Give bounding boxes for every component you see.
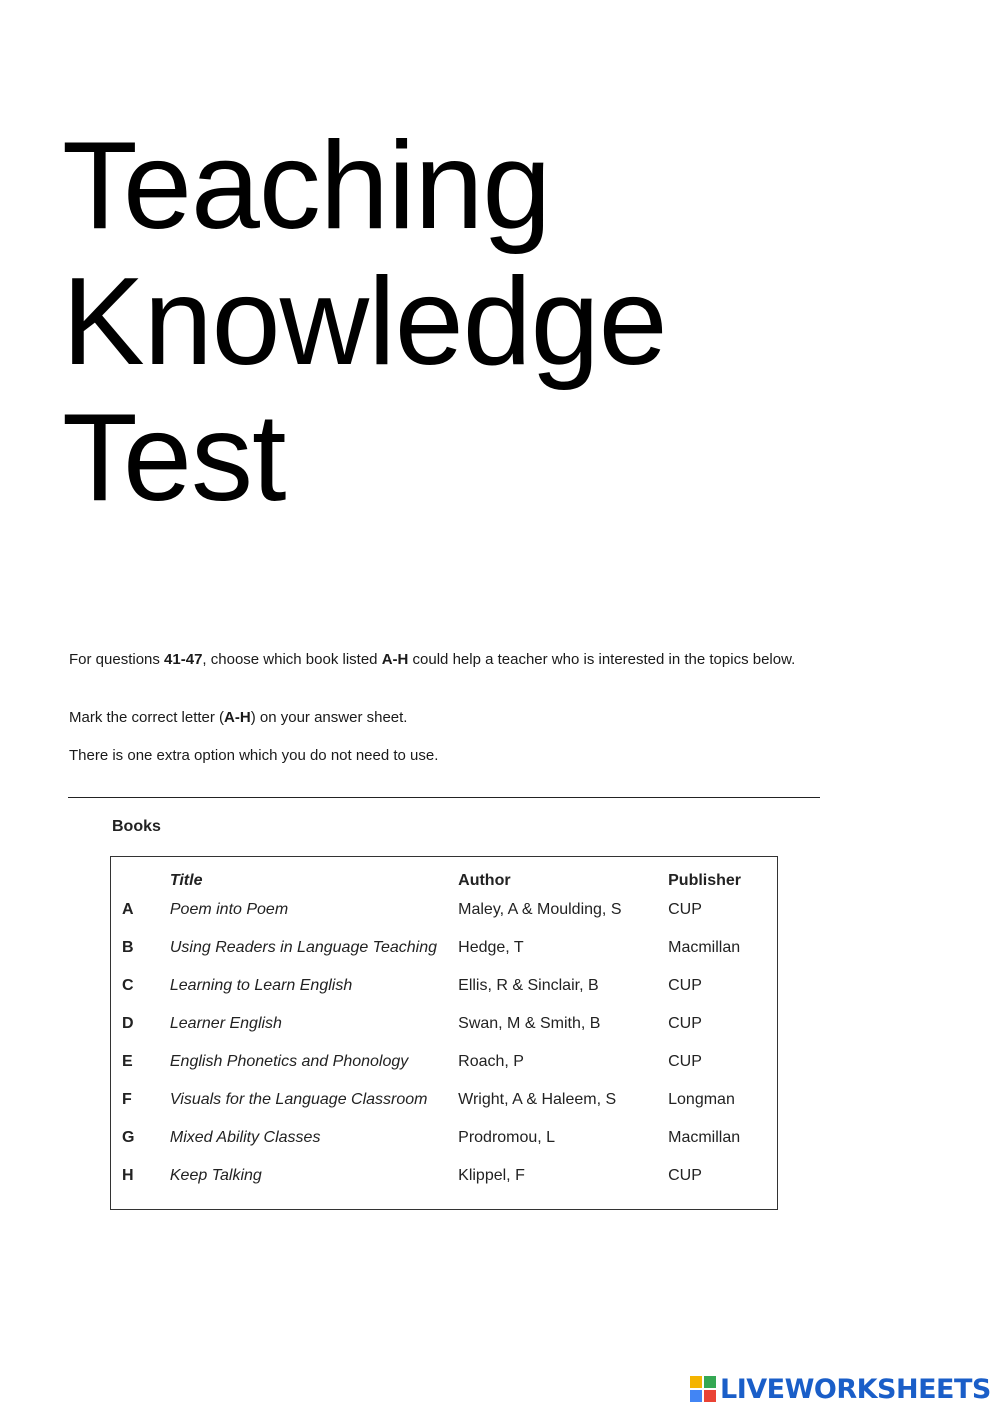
book-title: Using Readers in Language Teaching [169,939,438,956]
book-author: Wright, A & Haleem, S [458,1091,617,1108]
book-title: Mixed Ability Classes [169,1129,321,1146]
letter-column-header [111,871,170,891]
book-letter: G [122,1129,135,1146]
title-line: Test [62,389,286,527]
book-author: Ellis, R & Sinclair, B [458,977,599,994]
books-table-box [110,856,778,1210]
book-letter: H [122,1167,134,1184]
book-title: English Phonetics and Phonology [169,1053,409,1070]
book-publisher: CUP [668,1053,702,1070]
instruction-paragraph-1: For questions 41-47, choose which book listed A-H could help a teacher who is interested in the topics below. [69,651,796,668]
book-author: Swan, M & Smith, B [458,1015,601,1032]
table-row [111,1081,777,1119]
book-letter: A [122,901,134,918]
books-table-body [111,891,777,1195]
table-row [111,929,777,967]
table-row [111,891,777,929]
instruction-paragraph-2: Mark the correct letter (A-H) on your answer sheet. [69,709,408,726]
book-publisher: Longman [668,1091,735,1108]
liveworksheets-logo-icon [690,1376,716,1402]
books-table [111,871,777,1195]
book-title: Learner English [169,1015,282,1032]
author-column-header: Author [458,872,511,889]
book-letter: C [122,977,134,994]
book-publisher: Macmillan [668,939,741,956]
book-letter: E [122,1053,133,1070]
book-letter: B [122,939,134,956]
book-publisher: CUP [668,1167,702,1184]
book-author: Klippel, F [458,1167,525,1184]
publisher-column-header: Publisher [668,872,742,889]
section-divider [68,797,820,798]
book-publisher: CUP [668,977,702,994]
book-publisher: CUP [668,901,702,918]
books-heading: Books [112,818,161,835]
table-row [111,1043,777,1081]
instruction-paragraph-3: There is one extra option which you do not need to use. [69,747,439,764]
book-letter: D [122,1015,134,1032]
liveworksheets-logo [690,1374,991,1404]
book-title: Keep Talking [169,1167,262,1184]
book-author: Prodromou, L [458,1129,556,1146]
book-publisher: Macmillan [668,1129,741,1146]
book-author: Maley, A & Moulding, S [458,901,622,918]
table-header-row [111,871,777,891]
book-letter: F [122,1091,132,1108]
table-row [111,1005,777,1043]
table-row [111,967,777,1005]
book-title: Poem into Poem [169,901,289,918]
title-column-header: Title [169,872,203,889]
book-author: Hedge, T [458,939,524,956]
logo-text: LIVEWORKSHEETS [720,1373,991,1405]
book-title: Visuals for the Language Classroom [169,1091,428,1108]
book-author: Roach, P [458,1053,524,1070]
table-row [111,1157,777,1195]
book-title: Learning to Learn English [169,977,353,994]
table-row [111,1119,777,1157]
title-line: Knowledge [62,253,667,391]
book-publisher: CUP [668,1015,702,1032]
title-line: Teaching [62,117,551,255]
document-title [62,118,667,526]
